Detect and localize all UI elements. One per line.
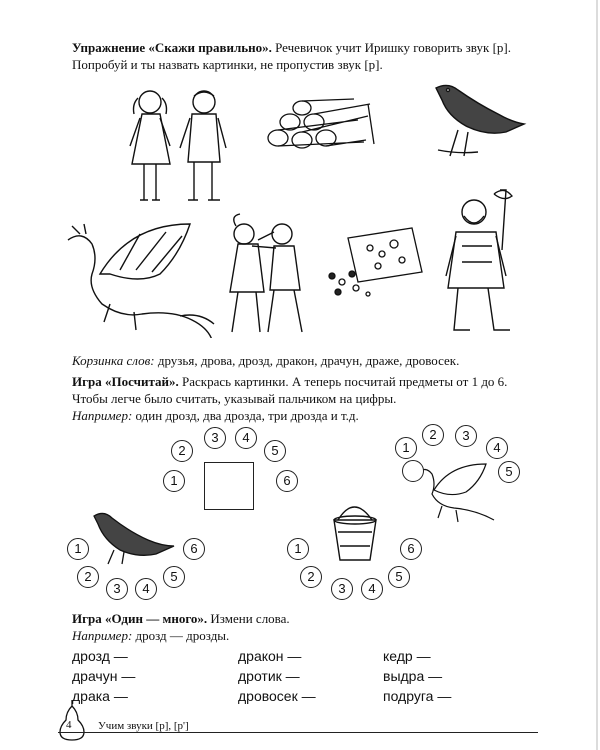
thrush-small-icon: [88, 506, 180, 568]
firewood-icon: [258, 96, 380, 158]
count-circle-3: 3: [455, 425, 477, 447]
game-count-text1: Раскрась картинки. А теперь посчитай предметы от 1 до 6.: [181, 374, 508, 389]
game-count-example-text: один дрозд, два дрозда, три дрозда и т.д.: [135, 408, 359, 423]
count-circle-1: 1: [163, 470, 185, 492]
word-item: дракон —: [238, 648, 302, 664]
bucket-icon: [330, 498, 380, 564]
word-item: дровосек —: [238, 688, 316, 704]
game-one-many-title: Игра «Один — много».: [72, 611, 208, 626]
count-circle-5: 5: [264, 440, 286, 462]
count-circle-1: 1: [287, 538, 309, 560]
word-item: кедр —: [383, 648, 431, 664]
count-circle-1-alt: [402, 460, 424, 482]
dragee-icon: [318, 224, 424, 300]
word-item: дротик —: [238, 668, 300, 684]
count-circle-5: 5: [388, 566, 410, 588]
count-circle-6: 6: [183, 538, 205, 560]
count-circle-2: 2: [300, 566, 322, 588]
dragon-small-icon: [412, 460, 504, 526]
word-basket: [72, 352, 459, 369]
page-number: 4: [66, 719, 72, 731]
count-circle-6: 6: [276, 470, 298, 492]
count-circle-2: 2: [171, 440, 193, 462]
count-circle-3: 3: [331, 578, 353, 600]
thrush-icon: [428, 80, 528, 160]
game-one-many-instruction: Измени слова.: [210, 611, 290, 626]
exercise1-text2: Попробуй и ты назвать картинки, не пропустив звук [р].: [72, 57, 383, 72]
game-count-line1: [72, 373, 507, 390]
count-circle-5: 5: [163, 566, 185, 588]
count-circle-2: 2: [422, 424, 444, 446]
game-count-example-label: Например:: [72, 408, 133, 423]
exercise1-title: Упражнение «Скажи правильно».: [72, 40, 272, 55]
empty-drawing-box: [204, 462, 254, 510]
exercise1-text1: Речевичок учит Иришку говорить звук [р].: [275, 40, 511, 55]
game-one-many-line1: [72, 610, 290, 627]
dragon-icon: [60, 220, 220, 338]
count-circle-4: 4: [361, 578, 383, 600]
count-circle-4: 4: [486, 437, 508, 459]
count-circle-1: 1: [395, 437, 417, 459]
game-count-title: Игра «Посчитай».: [72, 374, 179, 389]
word-item: драчун —: [72, 668, 136, 684]
word-basket-label: Корзинка слов:: [72, 353, 155, 368]
word-item: выдра —: [383, 668, 443, 684]
count-circle-6: 6: [400, 538, 422, 560]
word-item: дрозд —: [72, 648, 128, 664]
game-count-text2: Чтобы легче было считать, указывай пальчиком на цифры.: [72, 391, 397, 406]
game-one-many-example-text: дрозд — дрозды.: [135, 628, 230, 643]
page-edge: [596, 0, 598, 750]
word-basket-words: друзья, дрова, дрозд, дракон, драчун, драже, дровосек.: [157, 353, 460, 368]
count-circle-3: 3: [204, 427, 226, 449]
count-circle-2: 2: [77, 566, 99, 588]
woodcutter-icon: [438, 186, 530, 338]
word-item: подруга —: [383, 688, 452, 704]
pear-icon: [58, 698, 86, 742]
game-one-many-example: [72, 627, 229, 644]
fight-icon: [222, 210, 312, 340]
exercise1-line1: [72, 39, 511, 56]
word-item: драка —: [72, 688, 128, 704]
count-circle-1: 1: [67, 538, 89, 560]
count-circle-3: 3: [106, 578, 128, 600]
count-circle-5: 5: [498, 461, 520, 483]
game-count-example: [72, 407, 359, 424]
game-one-many-example-label: Например:: [72, 628, 133, 643]
footer-caption: Учим звуки [р], [р']: [98, 720, 189, 732]
count-circle-4: 4: [135, 578, 157, 600]
count-circle-4: 4: [235, 427, 257, 449]
friends-icon: [118, 84, 238, 209]
